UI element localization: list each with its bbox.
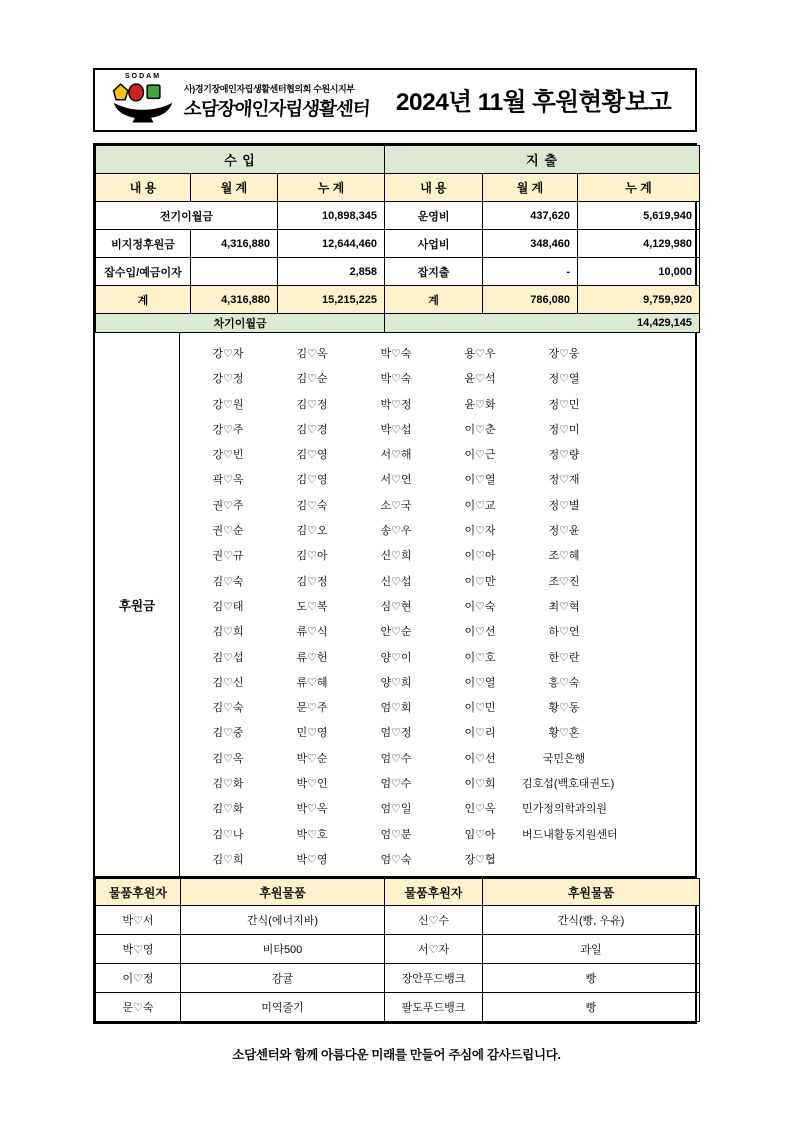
- income-section-header: 수 입: [96, 146, 385, 174]
- column-header-income-item: 내 용: [96, 174, 191, 202]
- goods-item: 감귤: [181, 964, 385, 993]
- donor-name: 박♡정: [380, 398, 412, 411]
- donor-name: 정♡민: [548, 398, 580, 411]
- donor-name: 김♡나: [212, 828, 244, 841]
- donor-name: [522, 848, 606, 873]
- donor-name: 강♡주: [212, 423, 244, 436]
- donor-name: 강♡정: [212, 373, 244, 386]
- donor-name: 윤♡화: [464, 398, 496, 411]
- donor-name: 최♡혁: [548, 600, 580, 613]
- donor-name: 서♡연: [380, 474, 412, 487]
- donor-name: 정♡윤: [548, 525, 580, 538]
- donor-name: 박♡인: [296, 778, 328, 791]
- organization-name: [184, 80, 380, 121]
- expense-cumulative: 4,129,980: [578, 230, 700, 258]
- logo-sodam-text: SODAM: [124, 72, 162, 80]
- income-item-name: 비지정후원금: [96, 230, 191, 258]
- goods-item: 간식(빵, 우유): [483, 906, 700, 935]
- donor-name: 신♡희: [380, 550, 412, 563]
- donor-name: 문♡주: [296, 702, 328, 715]
- donor-name: 인♡옥: [464, 803, 496, 816]
- donor-name: 용♡우: [464, 348, 496, 360]
- donor-name: 엄♡수: [380, 752, 412, 765]
- goods-donor-name: 박♡영: [96, 935, 181, 964]
- income-cumulative: 12,644,460: [278, 230, 385, 258]
- donor-name: 버드내활동지원센터: [522, 828, 618, 841]
- expense-total-label: 계: [385, 286, 483, 314]
- donor-name: 김♡숙: [212, 575, 244, 588]
- donor-name: 하♡연: [548, 626, 580, 639]
- donor-name: 홍♡숙: [548, 676, 580, 689]
- donor-name: 이♡선: [464, 626, 496, 639]
- donor-name: 국민은행: [542, 752, 586, 765]
- donor-name: 소♡국: [380, 499, 412, 512]
- donor-name: 송♡우: [380, 525, 412, 538]
- donor-name: 도♡복: [296, 600, 328, 613]
- donor-name: 이♡열: [464, 474, 496, 487]
- donor-name: 이♡춘: [464, 423, 496, 436]
- income-cumulative: 2,858: [278, 258, 385, 286]
- donor-name: 류♡혜: [296, 676, 328, 689]
- donor-name: 박♡옥: [296, 803, 328, 816]
- donor-name: 박♡영: [296, 853, 328, 866]
- goods-donor-name: 서♡자: [385, 935, 483, 964]
- sodam-logo: [107, 73, 179, 128]
- donor-name: 엄♡수: [380, 778, 412, 791]
- donor-name: 서♡해: [380, 449, 412, 462]
- goods-donor-header: 물품후원자: [96, 879, 181, 906]
- donor-name: 엄♡숙: [380, 853, 412, 866]
- column-header-expense-item: 내 용: [385, 174, 483, 202]
- income-expense-table: [93, 143, 697, 333]
- donor-name: 박♡순: [296, 752, 328, 765]
- expense-monthly: 437,620: [483, 202, 578, 230]
- donor-name: 이♡열: [464, 676, 496, 689]
- donation-section-label: 후원금: [95, 333, 180, 876]
- donor-name: 정♡열: [548, 373, 580, 386]
- goods-donor-name: 박♡서: [96, 906, 181, 935]
- donor-name: 박♡섭: [380, 423, 412, 436]
- column-header-income-month: 월 계: [191, 174, 278, 202]
- expense-section-header: 지 출: [385, 146, 700, 174]
- donor-name: 엄♡정: [380, 727, 412, 740]
- goods-item-header: 후원물품: [483, 879, 700, 906]
- column-header-income-cumulative: 누 계: [278, 174, 385, 202]
- carryover-value: 14,429,145: [385, 314, 700, 333]
- donor-name: 장♡협: [464, 853, 496, 866]
- donor-name: 이♡근: [464, 449, 496, 462]
- donor-name: 정♡별: [548, 499, 580, 512]
- donor-name: 장♡웅: [548, 348, 580, 360]
- column-header-expense-cumulative: 누 계: [578, 174, 700, 202]
- carryover-label: 차기이월금: [96, 314, 385, 333]
- donor-name: 김♡신: [212, 676, 244, 689]
- goods-item: 빵: [483, 964, 700, 993]
- donor-name: 김호섭(백호태권도): [522, 778, 615, 791]
- donor-name: 조♡진: [548, 575, 580, 588]
- donor-name: 임♡아: [464, 828, 496, 841]
- expense-monthly: 348,460: [483, 230, 578, 258]
- goods-donor-name: 장안푸드뱅크: [385, 964, 483, 993]
- donor-names-area: [180, 333, 695, 876]
- donor-name: 정♡재: [548, 474, 580, 487]
- donor-name: 심♡현: [380, 600, 412, 613]
- donor-name: 김♡화: [212, 778, 244, 791]
- donor-name: 김♡아: [296, 550, 328, 563]
- income-monthly: [191, 258, 278, 286]
- donor-name: 이♡아: [464, 550, 496, 563]
- org-center-name: 소담장애인자립생활센터: [183, 97, 371, 119]
- donor-name: 정♡미: [548, 423, 580, 436]
- expense-item-name: 운영비: [385, 202, 483, 230]
- donor-name: 강♡빈: [212, 449, 244, 462]
- donor-name: 김♡영: [296, 449, 328, 462]
- goods-donor-name: 이♡정: [96, 964, 181, 993]
- donor-name: 김♡희: [212, 853, 244, 866]
- donor-name: 이♡희: [464, 778, 496, 791]
- donor-name: 안♡순: [380, 626, 412, 639]
- donor-name: 한♡란: [548, 651, 580, 664]
- goods-item-header: 후원물품: [181, 879, 385, 906]
- goods-item: 과일: [483, 935, 700, 964]
- donor-name: 엄♡일: [380, 803, 412, 816]
- donor-name: 김♡숙: [296, 499, 328, 512]
- goods-donor-name: 팔도푸드뱅크: [385, 993, 483, 1022]
- goods-item: 미역줄기: [181, 993, 385, 1022]
- donor-name: 이♡선: [464, 752, 496, 765]
- donor-name: 김♡희: [212, 626, 244, 639]
- donor-name: 윤♡석: [464, 373, 496, 386]
- report-header: [93, 68, 697, 132]
- donor-name: 김♡정: [296, 575, 328, 588]
- income-total-label: 계: [96, 286, 191, 314]
- expense-monthly: -: [483, 258, 578, 286]
- goods-item: 빵: [483, 993, 700, 1022]
- donor-name: 조♡혜: [548, 550, 580, 563]
- goods-donor-name: 문♡숙: [96, 993, 181, 1022]
- donor-name: 김♡정: [296, 398, 328, 411]
- donation-donors-section: [93, 333, 697, 878]
- donor-name: 강♡원: [212, 398, 244, 411]
- donor-name: 김♡영: [296, 474, 328, 487]
- expense-item-name: 잡지출: [385, 258, 483, 286]
- column-header-expense-month: 월 계: [483, 174, 578, 202]
- donor-name: 엄♡분: [380, 828, 412, 841]
- expense-cumulative: 5,619,940: [578, 202, 700, 230]
- income-total-cumulative: 15,215,225: [278, 286, 385, 314]
- income-monthly: 4,316,880: [191, 230, 278, 258]
- page-title: 2024년 11월 후원현황보고: [395, 88, 672, 116]
- expense-item-name: 사업비: [385, 230, 483, 258]
- expense-total-cumulative: 9,759,920: [578, 286, 700, 314]
- org-association-line: 사)경기장애인자립생활센터협의회 수원시지부: [184, 83, 355, 94]
- goods-donor-name: 신♡수: [385, 906, 483, 935]
- donor-name: 민♡영: [296, 727, 328, 740]
- income-item-name: 잡수입/예금이자: [96, 258, 191, 286]
- donor-name: 이♡자: [464, 525, 496, 538]
- goods-item: 비타500: [181, 935, 385, 964]
- donor-name-grid: [186, 342, 695, 873]
- goods-donor-header: 물품후원자: [385, 879, 483, 906]
- donor-name: 김♡태: [212, 600, 244, 613]
- expense-cumulative: 10,000: [578, 258, 700, 286]
- donor-name: 황♡동: [548, 702, 580, 715]
- income-item-name: 전기이월금: [96, 202, 278, 230]
- donor-name: 김♡화: [212, 803, 244, 816]
- donor-name: 박♡숙: [380, 348, 412, 360]
- donor-name: 이♡만: [464, 575, 496, 588]
- donor-name: 김♡숙: [212, 702, 244, 715]
- donor-name: 김♡중: [212, 727, 244, 740]
- donor-name: 박♡숙: [380, 373, 412, 386]
- donor-name: 권♡순: [212, 525, 244, 538]
- donor-name: 류♡식: [296, 626, 328, 639]
- donor-name: 김♡옥: [212, 752, 244, 765]
- donor-name: 이♡숙: [464, 600, 496, 613]
- goods-donation-table: [93, 878, 697, 1024]
- donor-name: 엄♡회: [380, 702, 412, 715]
- donor-name: 김♡순: [296, 373, 328, 386]
- donor-name: 김♡옥: [296, 348, 328, 360]
- donor-name: 곽♡옥: [212, 474, 244, 487]
- donor-name: 황♡혼: [548, 727, 580, 740]
- donor-name: 권♡주: [212, 499, 244, 512]
- donor-name: 이♡호: [464, 651, 496, 664]
- donor-name: 이♡민: [464, 702, 496, 715]
- donor-name: 양♡희: [380, 676, 412, 689]
- donor-name: 정♡량: [548, 449, 580, 462]
- income-cumulative: 10,898,345: [278, 202, 385, 230]
- donor-name: 김♡섭: [212, 651, 244, 664]
- donor-name: 류♡헌: [296, 651, 328, 664]
- expense-total-monthly: 786,080: [483, 286, 578, 314]
- donor-name: 민가정의학과의원: [522, 803, 608, 816]
- thank-you-message: 소담센터와 함께 아름다운 미래를 만들어 주심에 감사드립니다.: [232, 1048, 561, 1062]
- goods-item: 간식(에너지바): [181, 906, 385, 935]
- donor-name: 김♡경: [296, 423, 328, 436]
- donor-name: 박♡호: [296, 828, 328, 841]
- donor-name: 이♡리: [464, 727, 496, 740]
- income-total-monthly: 4,316,880: [191, 286, 278, 314]
- donor-name: 신♡섭: [380, 575, 412, 588]
- donor-name: 김♡오: [296, 525, 328, 538]
- donor-name: 이♡교: [464, 499, 496, 512]
- donor-name: 권♡규: [212, 550, 244, 563]
- donor-name: 양♡이: [380, 651, 412, 664]
- sodam-bowl-icon: [110, 81, 176, 123]
- donor-name: 강♡자: [212, 348, 244, 360]
